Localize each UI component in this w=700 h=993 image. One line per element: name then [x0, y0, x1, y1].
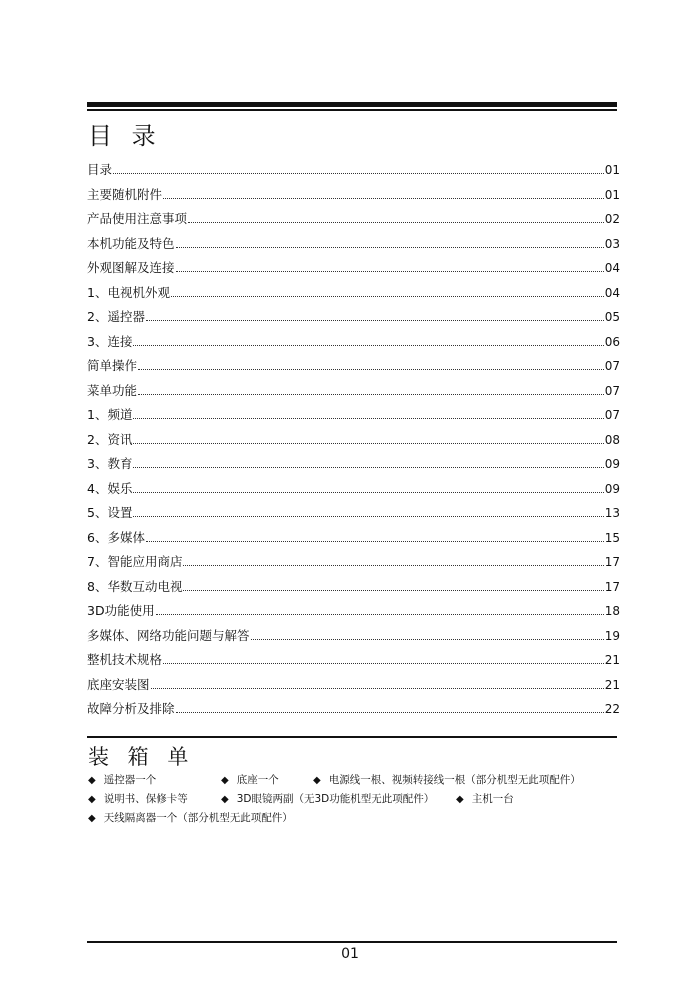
packing-item	[221, 772, 279, 787]
toc-entry-page: 07	[604, 359, 620, 373]
toc-entry-page: 15	[604, 530, 620, 545]
toc-entry-page: 09	[604, 457, 620, 471]
toc-list	[87, 160, 620, 724]
leader-dots	[163, 663, 604, 664]
packing-item-label: 主机一台	[471, 793, 514, 805]
toc-title: 目 录	[88, 122, 162, 150]
toc-entry[interactable]	[87, 307, 620, 332]
toc-entry-page: 01	[604, 163, 620, 177]
leader-dots	[133, 467, 603, 468]
diamond-bullet-icon: ◆	[88, 813, 96, 824]
packing-item	[88, 791, 188, 806]
toc-entry-title: 主要随机附件	[87, 186, 163, 202]
packing-item-label: 天线隔离器一个（部分机型无此项配件）	[103, 812, 293, 824]
leader-dots	[133, 345, 603, 346]
toc-entry-page: 02	[604, 212, 620, 226]
leader-dots	[151, 688, 604, 689]
toc-entry-page: 03	[604, 236, 620, 251]
leader-dots	[176, 247, 604, 248]
leader-dots	[183, 565, 603, 566]
toc-entry-page: 22	[604, 702, 620, 716]
toc-entry-title: 8、华数互动电视	[87, 578, 183, 594]
toc-entry-title: 简单操作	[87, 358, 138, 373]
toc-entry-title: 本机功能及特色	[87, 235, 175, 251]
toc-entry-page: 07	[604, 408, 620, 422]
packing-item	[221, 791, 434, 806]
packing-item	[313, 772, 581, 787]
toc-entry[interactable]	[87, 454, 620, 479]
leader-dots	[163, 198, 604, 199]
toc-entry-page: 06	[604, 334, 620, 349]
diamond-bullet-icon: ◆	[221, 775, 229, 786]
toc-entry-page: 09	[604, 481, 620, 496]
toc-entry[interactable]	[87, 479, 620, 504]
packing-item	[88, 810, 293, 825]
packing-item-label: 电源线一根、视频转接线一根（部分机型无此项配件）	[328, 774, 581, 786]
leader-dots	[133, 492, 603, 493]
toc-entry[interactable]	[87, 699, 620, 724]
leader-dots	[183, 590, 603, 591]
toc-entry-title: 2、资讯	[87, 431, 133, 447]
toc-entry-page: 07	[604, 383, 620, 398]
leader-dots	[171, 296, 604, 297]
toc-entry-title: 6、多媒体	[87, 529, 145, 545]
diamond-bullet-icon: ◆	[221, 794, 229, 805]
leader-dots	[146, 320, 604, 321]
top-rule-thick	[87, 102, 617, 107]
diamond-bullet-icon: ◆	[88, 775, 96, 786]
toc-entry-title: 1、电视机外观	[87, 284, 170, 300]
toc-entry[interactable]	[87, 601, 620, 626]
toc-entry-title: 菜单功能	[87, 382, 138, 398]
toc-entry[interactable]	[87, 209, 620, 234]
toc-entry-page: 01	[604, 187, 620, 202]
leader-dots	[251, 639, 604, 640]
toc-entry-title: 4、娱乐	[87, 480, 133, 496]
toc-entry-title: 底座安装图	[87, 676, 150, 692]
leader-dots	[133, 443, 603, 444]
toc-entry-title: 3、连接	[87, 333, 133, 349]
toc-entry-title: 5、设置	[87, 505, 133, 520]
toc-entry-title: 3D功能使用	[87, 603, 155, 618]
toc-entry-title: 产品使用注意事项	[87, 211, 188, 226]
packing-list-title: 装 箱 单	[88, 745, 195, 769]
toc-entry-page: 13	[604, 506, 620, 520]
toc-entry-page: 19	[604, 628, 620, 643]
toc-entry-title: 3、教育	[87, 456, 133, 471]
diamond-bullet-icon: ◆	[456, 794, 464, 805]
packing-item-label: 说明书、保修卡等	[103, 793, 188, 805]
toc-entry[interactable]	[87, 552, 620, 577]
toc-entry-title: 2、遥控器	[87, 309, 145, 324]
leader-dots	[146, 541, 604, 542]
toc-entry[interactable]	[87, 381, 620, 406]
page-number: 01	[341, 946, 359, 962]
toc-entry-page: 05	[604, 310, 620, 324]
leader-dots	[176, 271, 604, 272]
toc-entry-title: 外观图解及连接	[87, 260, 175, 275]
toc-entry-title: 1、频道	[87, 407, 133, 422]
toc-entry-page: 17	[604, 555, 620, 569]
packing-item-label: 遥控器一个	[103, 774, 157, 786]
leader-dots	[176, 712, 604, 713]
toc-entry-title: 目录	[87, 162, 113, 177]
toc-entry[interactable]	[87, 160, 620, 185]
toc-entry-page: 21	[604, 677, 620, 692]
toc-entry[interactable]	[87, 503, 620, 528]
toc-entry-page: 08	[604, 432, 620, 447]
toc-entry[interactable]	[87, 234, 620, 259]
toc-entry-page: 21	[604, 653, 620, 667]
toc-entry[interactable]	[87, 577, 620, 602]
leader-dots	[138, 394, 604, 395]
packing-item	[88, 772, 156, 787]
packing-item-label: 3D眼镜两副（无3D功能机型无此项配件）	[236, 793, 435, 805]
top-rule-thin	[87, 109, 617, 111]
toc-entry[interactable]	[87, 430, 620, 455]
packing-item	[456, 791, 514, 806]
toc-entry-title: 多媒体、网络功能问题与解答	[87, 627, 250, 643]
toc-entry[interactable]	[87, 675, 620, 700]
toc-entry[interactable]	[87, 332, 620, 357]
section-rule	[87, 736, 617, 738]
leader-dots	[156, 614, 604, 615]
diamond-bullet-icon: ◆	[88, 794, 96, 805]
toc-entry[interactable]	[87, 528, 620, 553]
toc-entry-title: 7、智能应用商店	[87, 554, 183, 569]
diamond-bullet-icon: ◆	[313, 775, 321, 786]
footer-rule	[87, 941, 617, 943]
toc-entry-page: 04	[604, 261, 620, 275]
toc-entry[interactable]	[87, 405, 620, 430]
packing-item-label: 底座一个	[236, 774, 279, 786]
toc-entry[interactable]	[87, 650, 620, 675]
toc-entry[interactable]	[87, 258, 620, 283]
toc-entry[interactable]	[87, 283, 620, 308]
toc-entry-title: 故障分析及排除	[87, 701, 175, 716]
leader-dots	[133, 418, 603, 419]
leader-dots	[113, 173, 604, 174]
toc-entry[interactable]	[87, 356, 620, 381]
toc-entry-page: 04	[604, 285, 620, 300]
leader-dots	[133, 516, 603, 517]
leader-dots	[138, 369, 604, 370]
toc-entry-page: 17	[604, 579, 620, 594]
toc-entry-page: 18	[604, 604, 620, 618]
leader-dots	[188, 222, 604, 223]
toc-entry-title: 整机技术规格	[87, 652, 163, 667]
toc-entry[interactable]	[87, 626, 620, 651]
toc-entry[interactable]	[87, 185, 620, 210]
